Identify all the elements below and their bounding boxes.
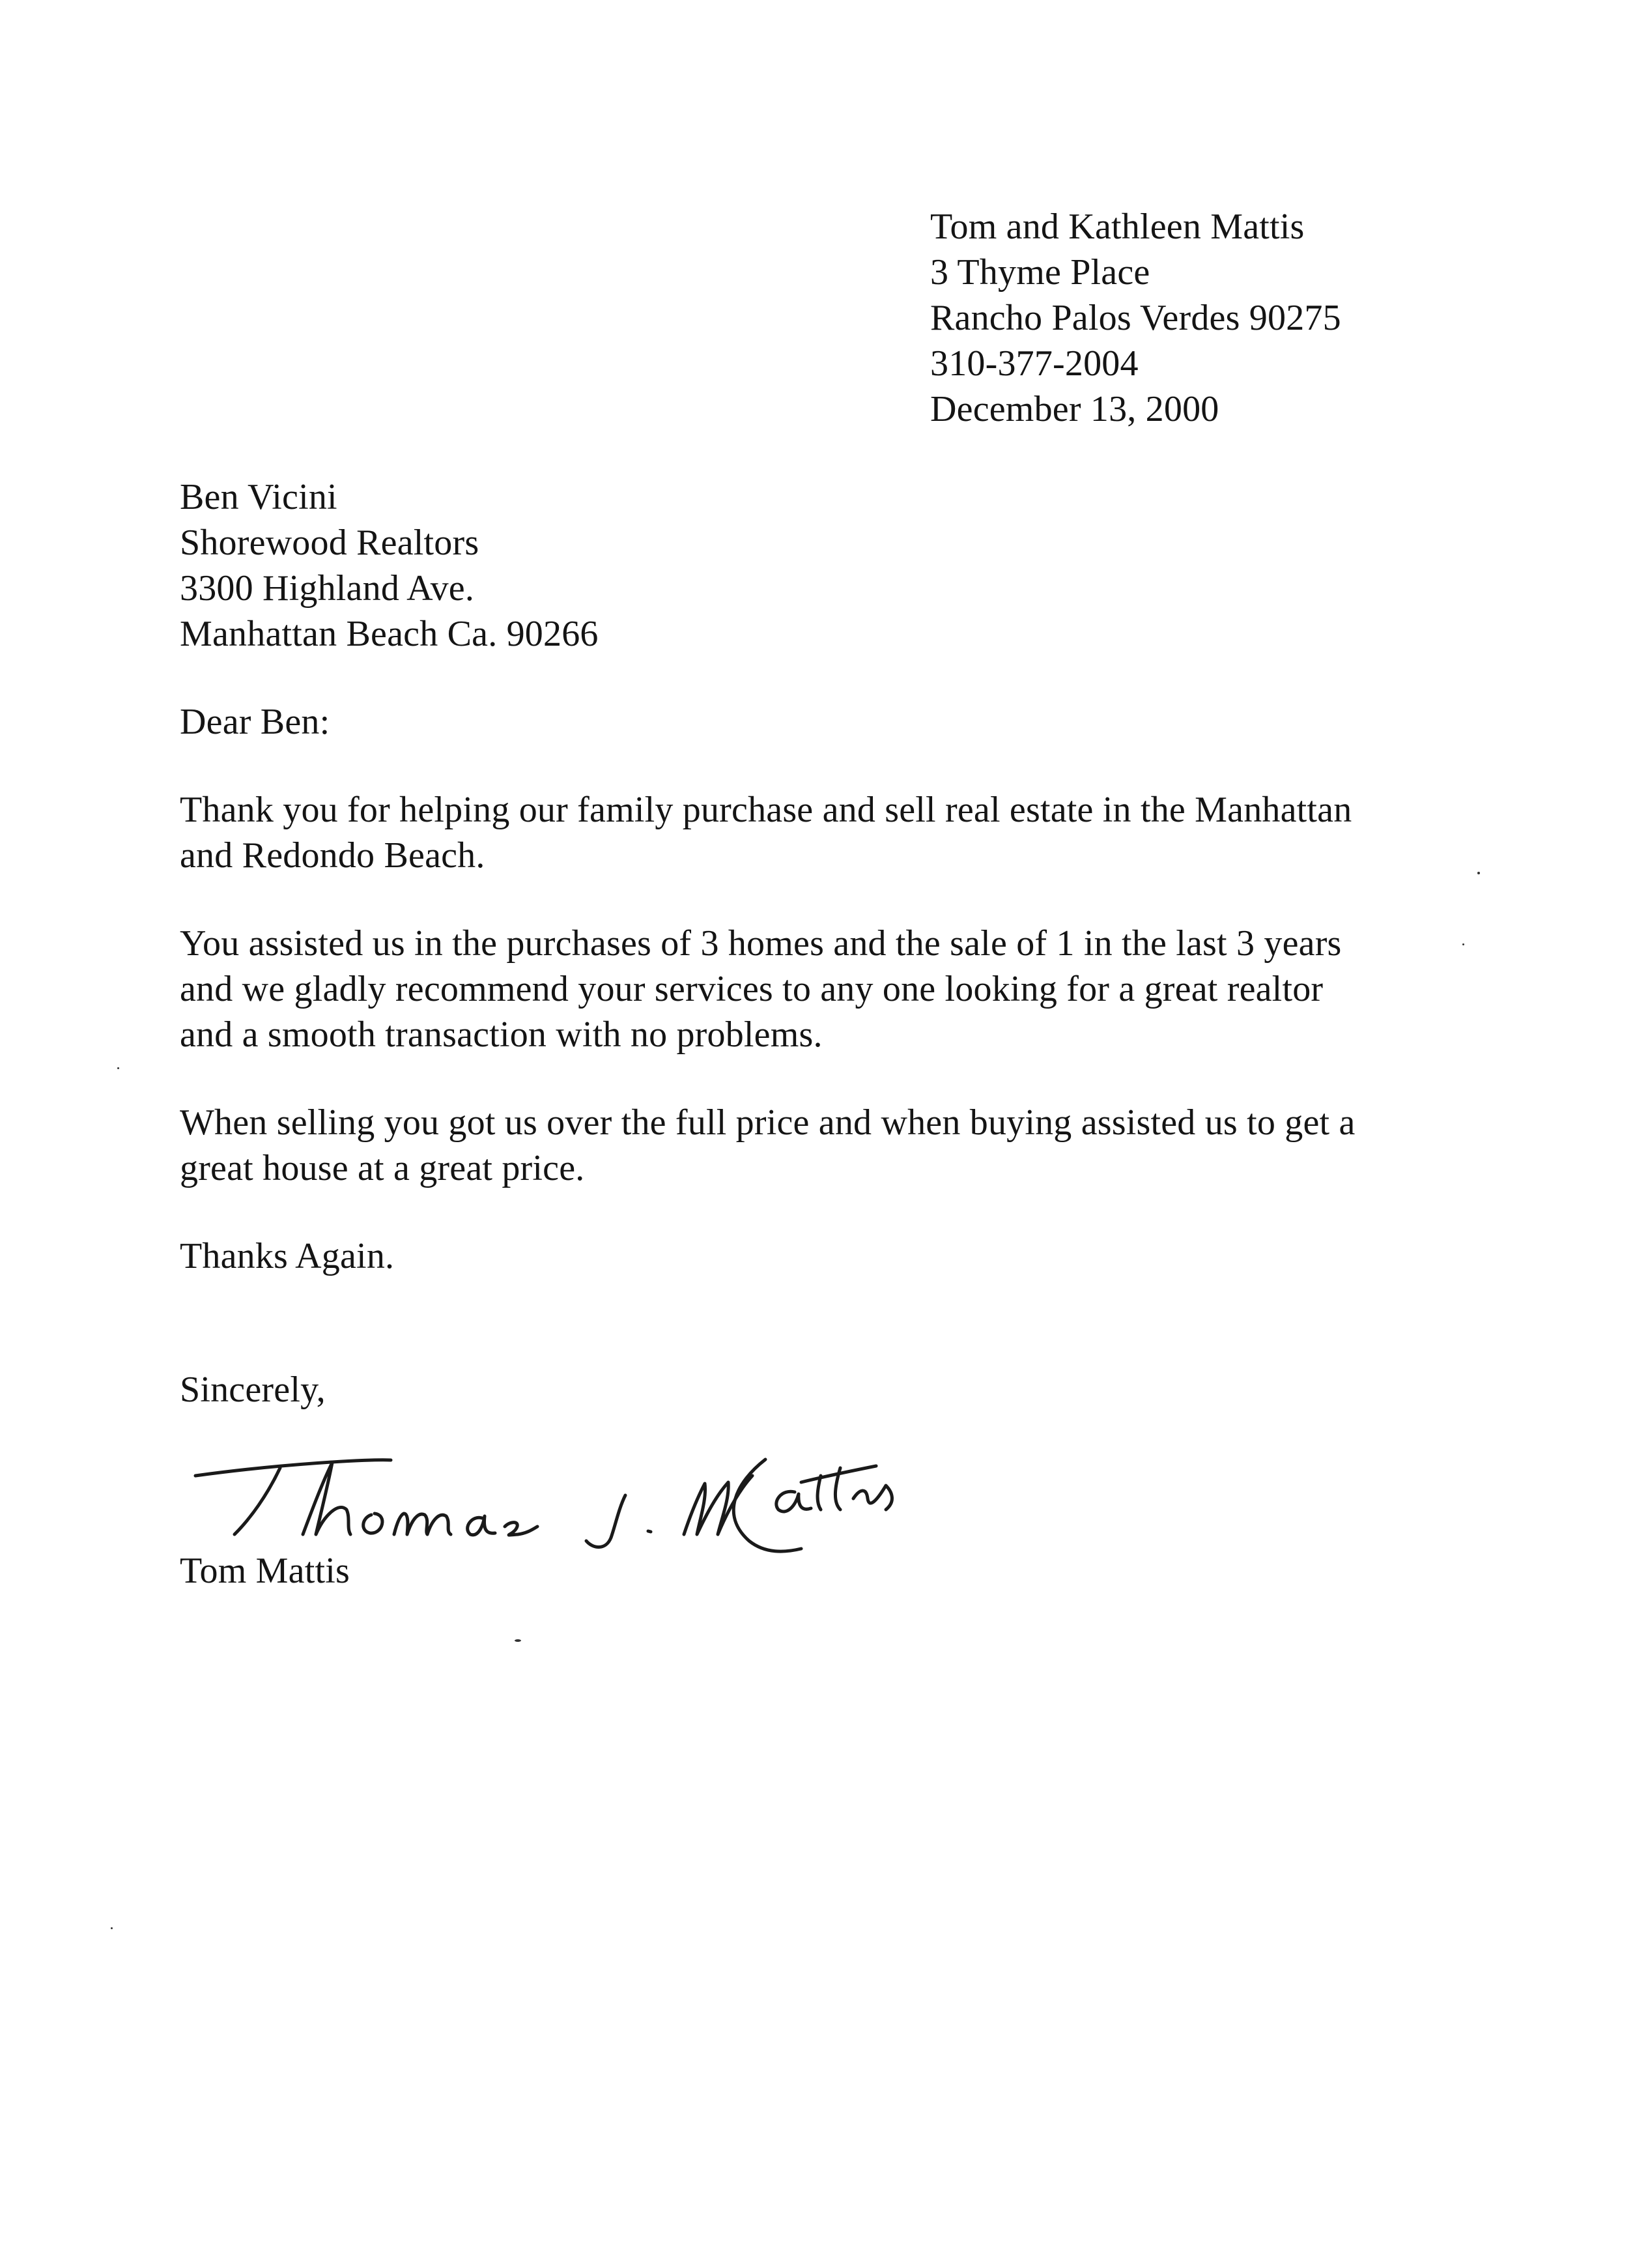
body-paragraph-2-line: You assisted us in the purchases of 3 homes and the sale of 1 in the last 3 years — [180, 923, 1342, 964]
closing: Sincerely, — [180, 1370, 326, 1410]
recipient-company: Shorewood Realtors — [180, 523, 479, 563]
salutation: Dear Ben: — [180, 702, 330, 742]
scan-speck — [117, 1067, 119, 1069]
letter-date: December 13, 2000 — [930, 389, 1219, 429]
body-paragraph-3-line: When selling you got us over the full price and when buying assisted us to get a — [180, 1102, 1356, 1143]
thanks-line: Thanks Again. — [180, 1236, 395, 1276]
sender-phone: 310-377-2004 — [930, 343, 1139, 384]
sender-city: Rancho Palos Verdes 90275 — [930, 298, 1341, 338]
body-paragraph-2-line: and we gladly recommend your services to any one looking for a great realtor — [180, 969, 1324, 1009]
body-paragraph-1-line: Thank you for helping our family purchase and sell real estate in the Manhattan — [180, 790, 1352, 830]
body-paragraph-3-line: great house at a great price. — [180, 1148, 585, 1188]
scan-speck — [515, 1639, 521, 1642]
scan-speck — [1477, 872, 1480, 874]
scan-speck — [111, 1927, 113, 1929]
body-paragraph-2-line: and a smooth transaction with no problems. — [180, 1014, 823, 1055]
scan-speck — [1462, 943, 1464, 945]
signer-name: Tom Mattis — [180, 1551, 350, 1591]
recipient-city: Manhattan Beach Ca. 90266 — [180, 614, 599, 654]
sender-name: Tom and Kathleen Mattis — [930, 207, 1305, 247]
sender-street: 3 Thyme Place — [930, 252, 1150, 293]
body-paragraph-1-line: and Redondo Beach. — [180, 835, 485, 876]
handwritten-signature — [176, 1437, 925, 1567]
recipient-name: Ben Vicini — [180, 477, 337, 517]
recipient-street: 3300 Highland Ave. — [180, 568, 475, 609]
